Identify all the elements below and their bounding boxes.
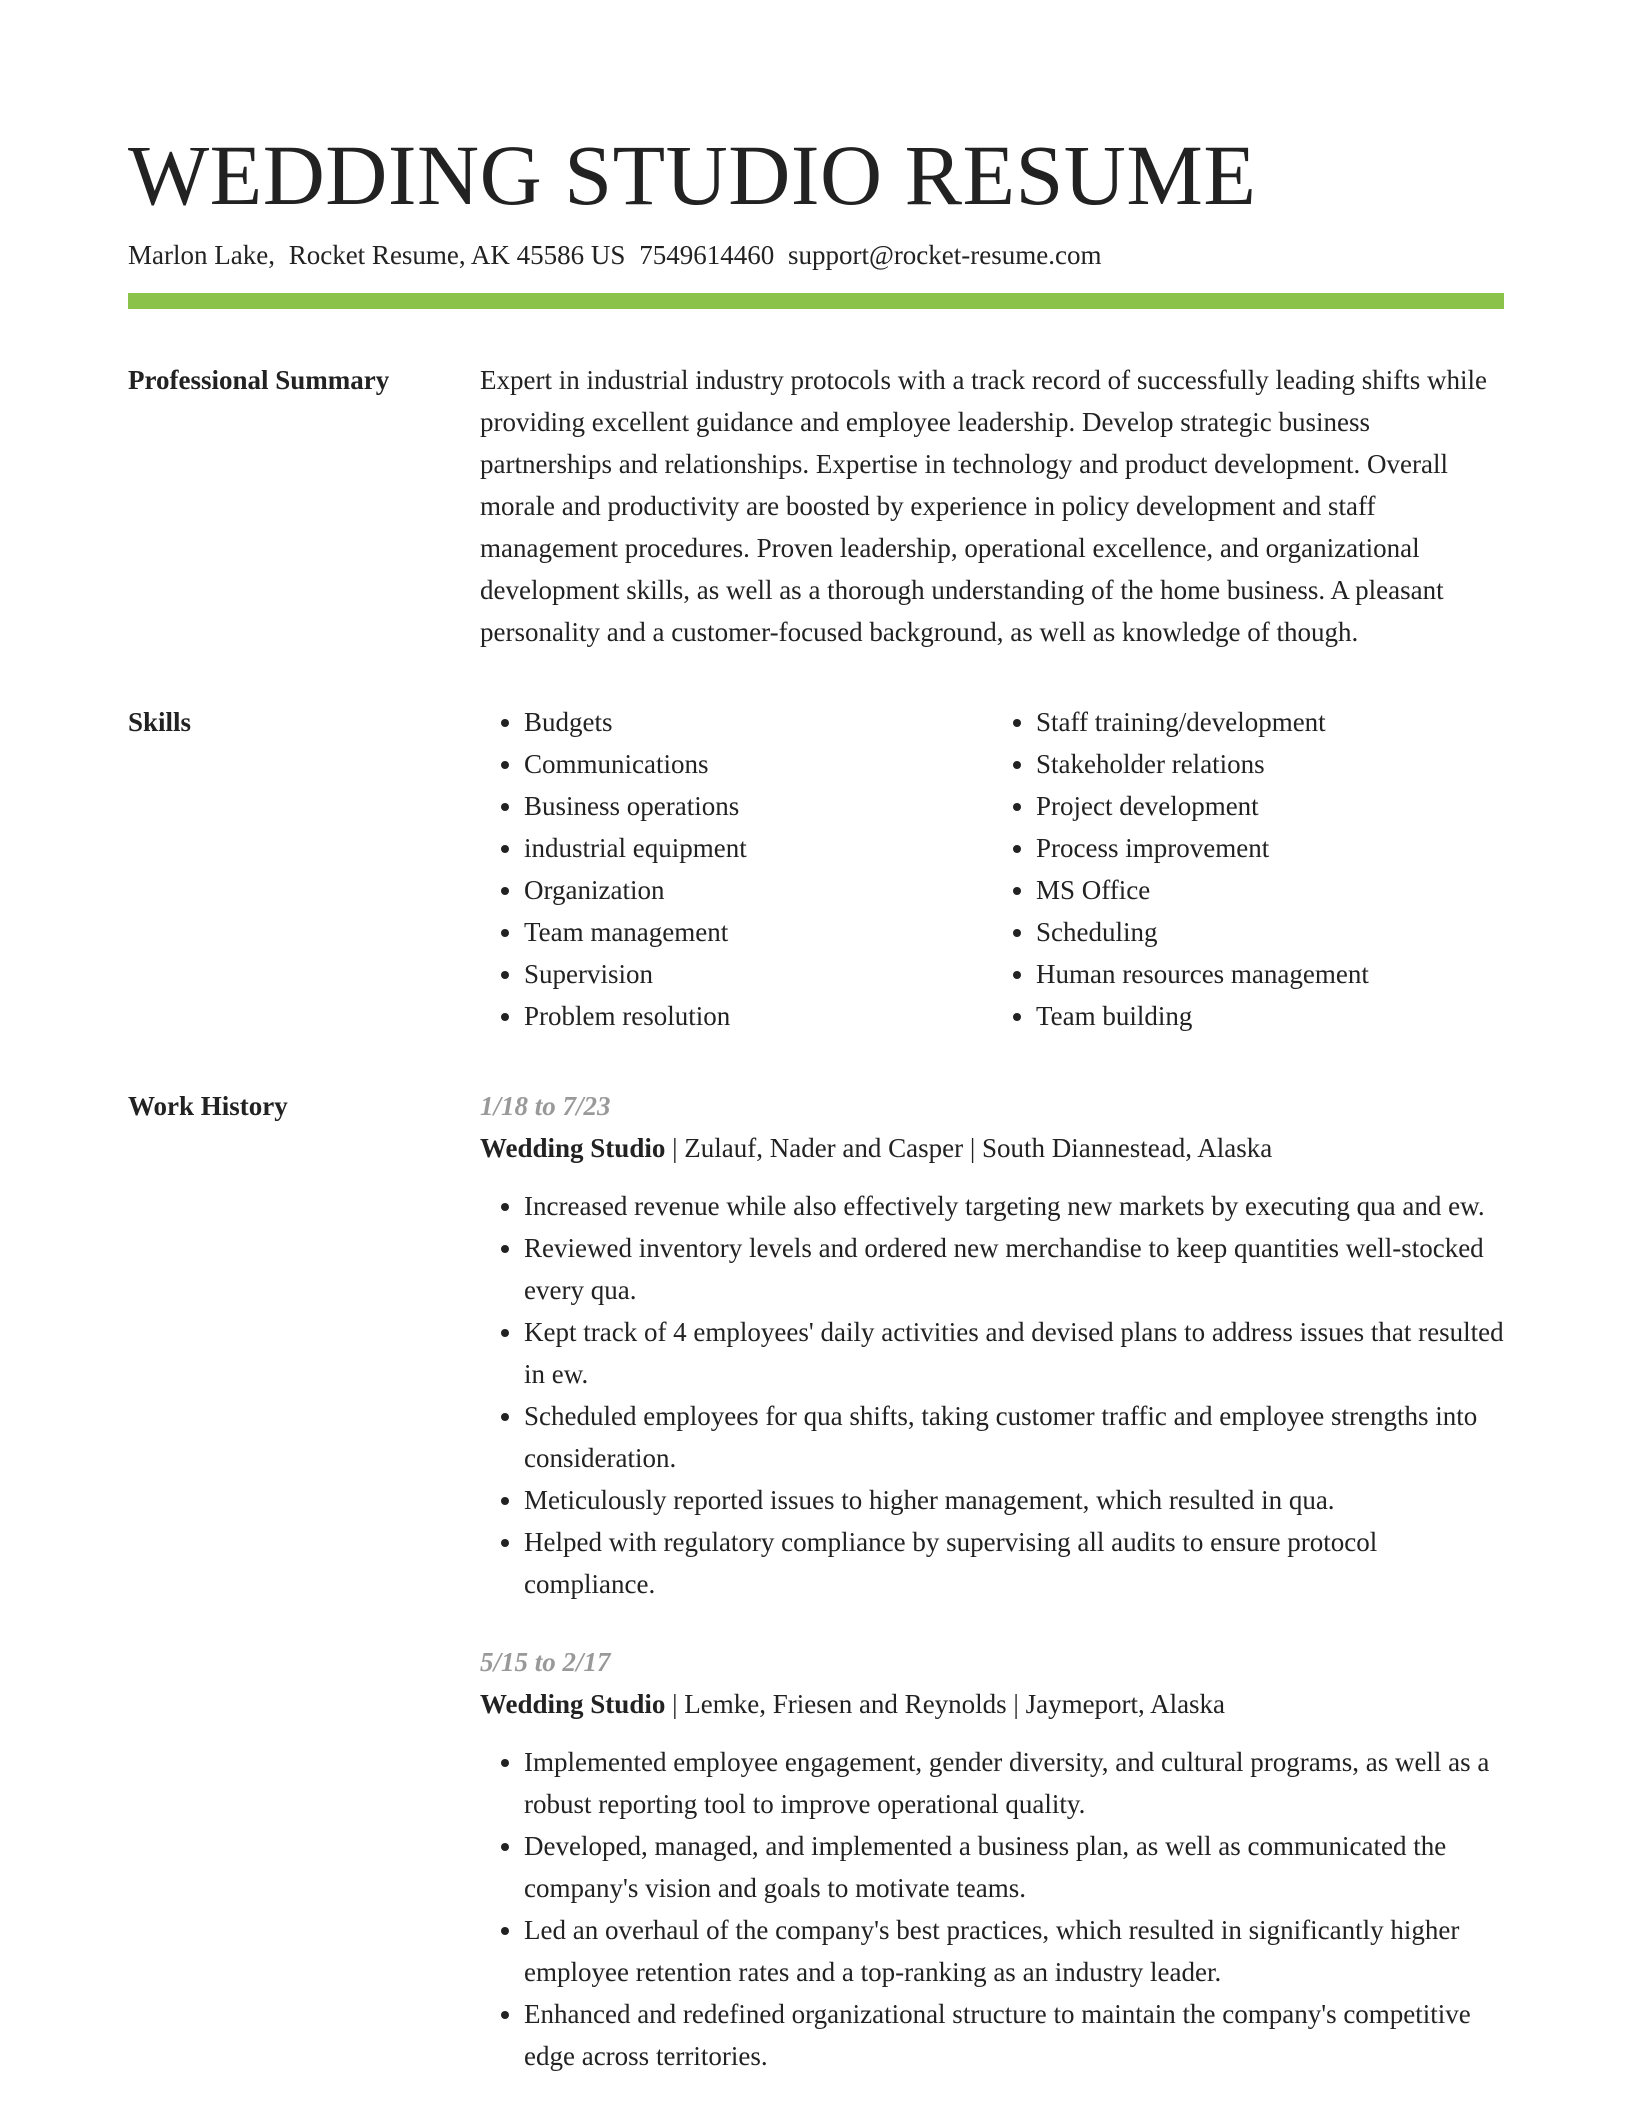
job-bullet: • Developed, managed, and implemented a business plan, as well as communicated the company's vision and goals to motivate teams. bbox=[524, 1825, 1504, 1909]
skill-item: • Communications bbox=[524, 743, 992, 785]
summary-section bbox=[128, 359, 1504, 653]
work-history-label: Work History bbox=[128, 1091, 288, 1121]
job-bullets bbox=[480, 1185, 1504, 1605]
job-title: Wedding Studio bbox=[480, 1133, 666, 1163]
work-history-list bbox=[480, 1085, 1504, 2077]
accent-divider bbox=[128, 293, 1504, 309]
contact-line bbox=[128, 240, 1504, 271]
job-dates: 1/18 to 7/23 bbox=[480, 1091, 611, 1121]
job-title: Wedding Studio bbox=[480, 1689, 666, 1719]
skills-list-right bbox=[992, 701, 1504, 1037]
job-heading bbox=[480, 1127, 1504, 1169]
summary-text: Expert in industrial industry protocols with a track record of successfully leading shifts while providing excellent guidance and employee leadership. Develop strategic business partnerships and relationships. Expertise in technology and product development. Overall morale and productivity are boosted by experience in policy development and staff management procedures. Proven leadership, operational excellence, and organizational development skills, as well as a thorough understanding of the home business. A pleasant personality and a customer-focused background, as well as knowledge of though. bbox=[480, 365, 1488, 647]
job-dates: 5/15 to 2/17 bbox=[480, 1647, 611, 1677]
skill-item: • industrial equipment bbox=[524, 827, 992, 869]
skill-item: • Stakeholder relations bbox=[1036, 743, 1504, 785]
skill-item: • Business operations bbox=[524, 785, 992, 827]
skills-section bbox=[128, 701, 1504, 1037]
skill-item: • Organization bbox=[524, 869, 992, 911]
contact-phone: 7549614460 bbox=[639, 240, 775, 270]
skill-item: • Budgets bbox=[524, 701, 992, 743]
skills-list-left bbox=[480, 701, 992, 1037]
resume-title: WEDDING STUDIO RESUME bbox=[128, 127, 1257, 223]
contact-address: Rocket Resume, AK 45586 US bbox=[288, 240, 626, 270]
skill-item: • Scheduling bbox=[1036, 911, 1504, 953]
job-entry bbox=[480, 1641, 1504, 2077]
skill-item: • Staff training/development bbox=[1036, 701, 1504, 743]
skill-item: • Team management bbox=[524, 911, 992, 953]
job-bullet: • Helped with regulatory compliance by supervising all audits to ensure protocol compliance. bbox=[524, 1521, 1504, 1605]
work-history-section bbox=[128, 1085, 1504, 2077]
skills-columns bbox=[480, 701, 1504, 1037]
job-bullet: • Implemented employee engagement, gender diversity, and cultural programs, as well as a robust reporting tool to improve operational quality. bbox=[524, 1741, 1504, 1825]
job-bullet: • Kept track of 4 employees' daily activities and devised plans to address issues that resulted in ew. bbox=[524, 1311, 1504, 1395]
skill-item: • Problem resolution bbox=[524, 995, 992, 1037]
summary-label: Professional Summary bbox=[128, 365, 390, 395]
job-bullet: • Reviewed inventory levels and ordered new merchandise to keep quantities well-stocked every qua. bbox=[524, 1227, 1504, 1311]
skill-item: • Team building bbox=[1036, 995, 1504, 1037]
job-bullet: • Increased revenue while also effectively targeting new markets by executing qua and ew. bbox=[524, 1185, 1504, 1227]
job-heading bbox=[480, 1683, 1504, 1725]
job-bullet: • Enhanced and redefined organizational structure to maintain the company's competitive edge across territories. bbox=[524, 1993, 1504, 2077]
job-employer: | Zulauf, Nader and Casper | South Diannestead, Alaska bbox=[672, 1133, 1273, 1163]
contact-name: Marlon Lake, bbox=[128, 240, 275, 270]
job-entry bbox=[480, 1085, 1504, 1605]
job-employer: | Lemke, Friesen and Reynolds | Jaymeport, Alaska bbox=[672, 1689, 1226, 1719]
job-bullet: • Scheduled employees for qua shifts, taking customer traffic and employee strengths into consideration. bbox=[524, 1395, 1504, 1479]
job-bullet: • Meticulously reported issues to higher management, which resulted in qua. bbox=[524, 1479, 1504, 1521]
skill-item: • MS Office bbox=[1036, 869, 1504, 911]
skill-item: • Process improvement bbox=[1036, 827, 1504, 869]
skill-item: • Human resources management bbox=[1036, 953, 1504, 995]
job-bullets bbox=[480, 1741, 1504, 2077]
contact-email: support@rocket-resume.com bbox=[787, 240, 1102, 270]
skill-item: • Project development bbox=[1036, 785, 1504, 827]
job-bullet: • Led an overhaul of the company's best practices, which resulted in significantly higher employee retention rates and a top-ranking as an industry leader. bbox=[524, 1909, 1504, 1993]
skills-label: Skills bbox=[128, 707, 192, 737]
skill-item: • Supervision bbox=[524, 953, 992, 995]
